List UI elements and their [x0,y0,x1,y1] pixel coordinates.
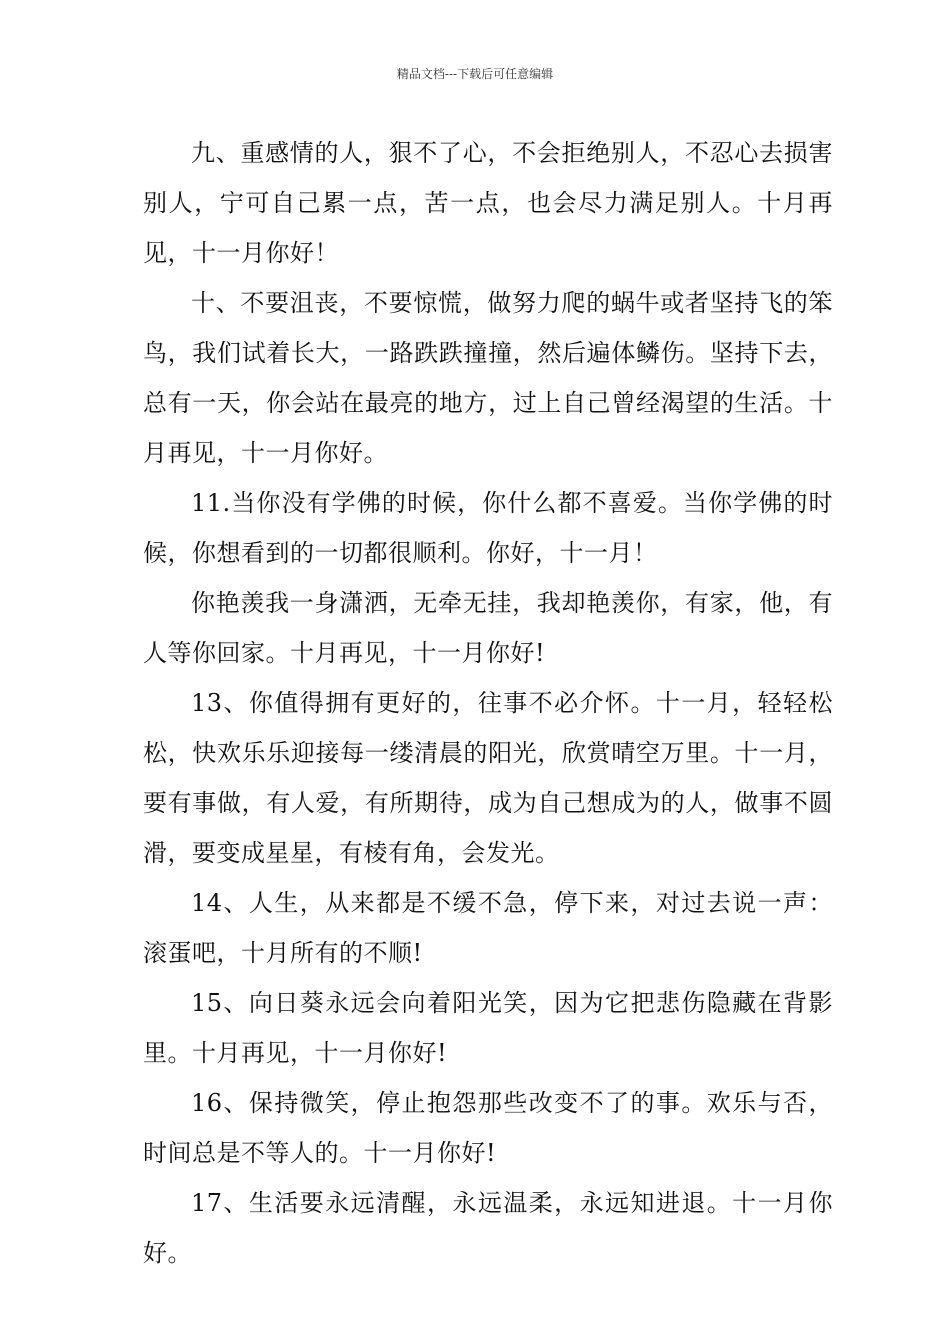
paragraph-12: 你艳羡我一身潇洒，无牵无挂，我却艳羡你，有家，他，有人等你回家。十月再见，十一月你好! [143,589,833,667]
paragraph-14: 14、人生，从来都是不缓不急，停下来，对过去说一声：滚蛋吧，十月所有的不顺! [143,889,833,967]
document-body [143,128,833,1278]
paragraph-9: 九、重感情的人，狠不了心，不会拒绝别人，不忍心去损害别人，宁可自己累一点，苦一点，也会尽力满足别人。十月再见，十一月你好！ [143,139,833,267]
paragraph-11: 11.当你没有学佛的时候，你什么都不喜爱。当你学佛的时候，你想看到的一切都很顺利。你好，十一月！ [143,489,833,567]
paragraph-10: 十、不要沮丧，不要惊慌，做努力爬的蜗牛或者坚持飞的笨鸟，我们试着长大，一路跌跌撞撞，然后遍体鳞伤。坚持下去，总有一天，你会站在最亮的地方，过上自己曾经渴望的生活。十月再见，十一月你好。 [143,289,833,467]
paragraph-17: 17、生活要永远清醒，永远温柔，永远知进退。十一月你好。 [143,1189,833,1267]
paragraph-16: 16、保持微笑，停止抱怨那些改变不了的事。欢乐与否，时间总是不等人的。十一月你好! [143,1089,833,1167]
paragraph-15: 15、向日葵永远会向着阳光笑，因为它把悲伤隐藏在背影里。十月再见，十一月你好! [143,989,833,1067]
paragraph-13: 13、你值得拥有更好的，往事不必介怀。十一月，轻轻松松，快欢乐乐迎接每一缕清晨的阳光，欣赏晴空万里。十一月，要有事做，有人爱，有所期待，成为自己想成为的人，做事不圆滑，要变成星星，有棱有角，会发光。 [143,689,833,867]
page-header: 精品文档---下载后可任意编辑 [396,67,554,81]
